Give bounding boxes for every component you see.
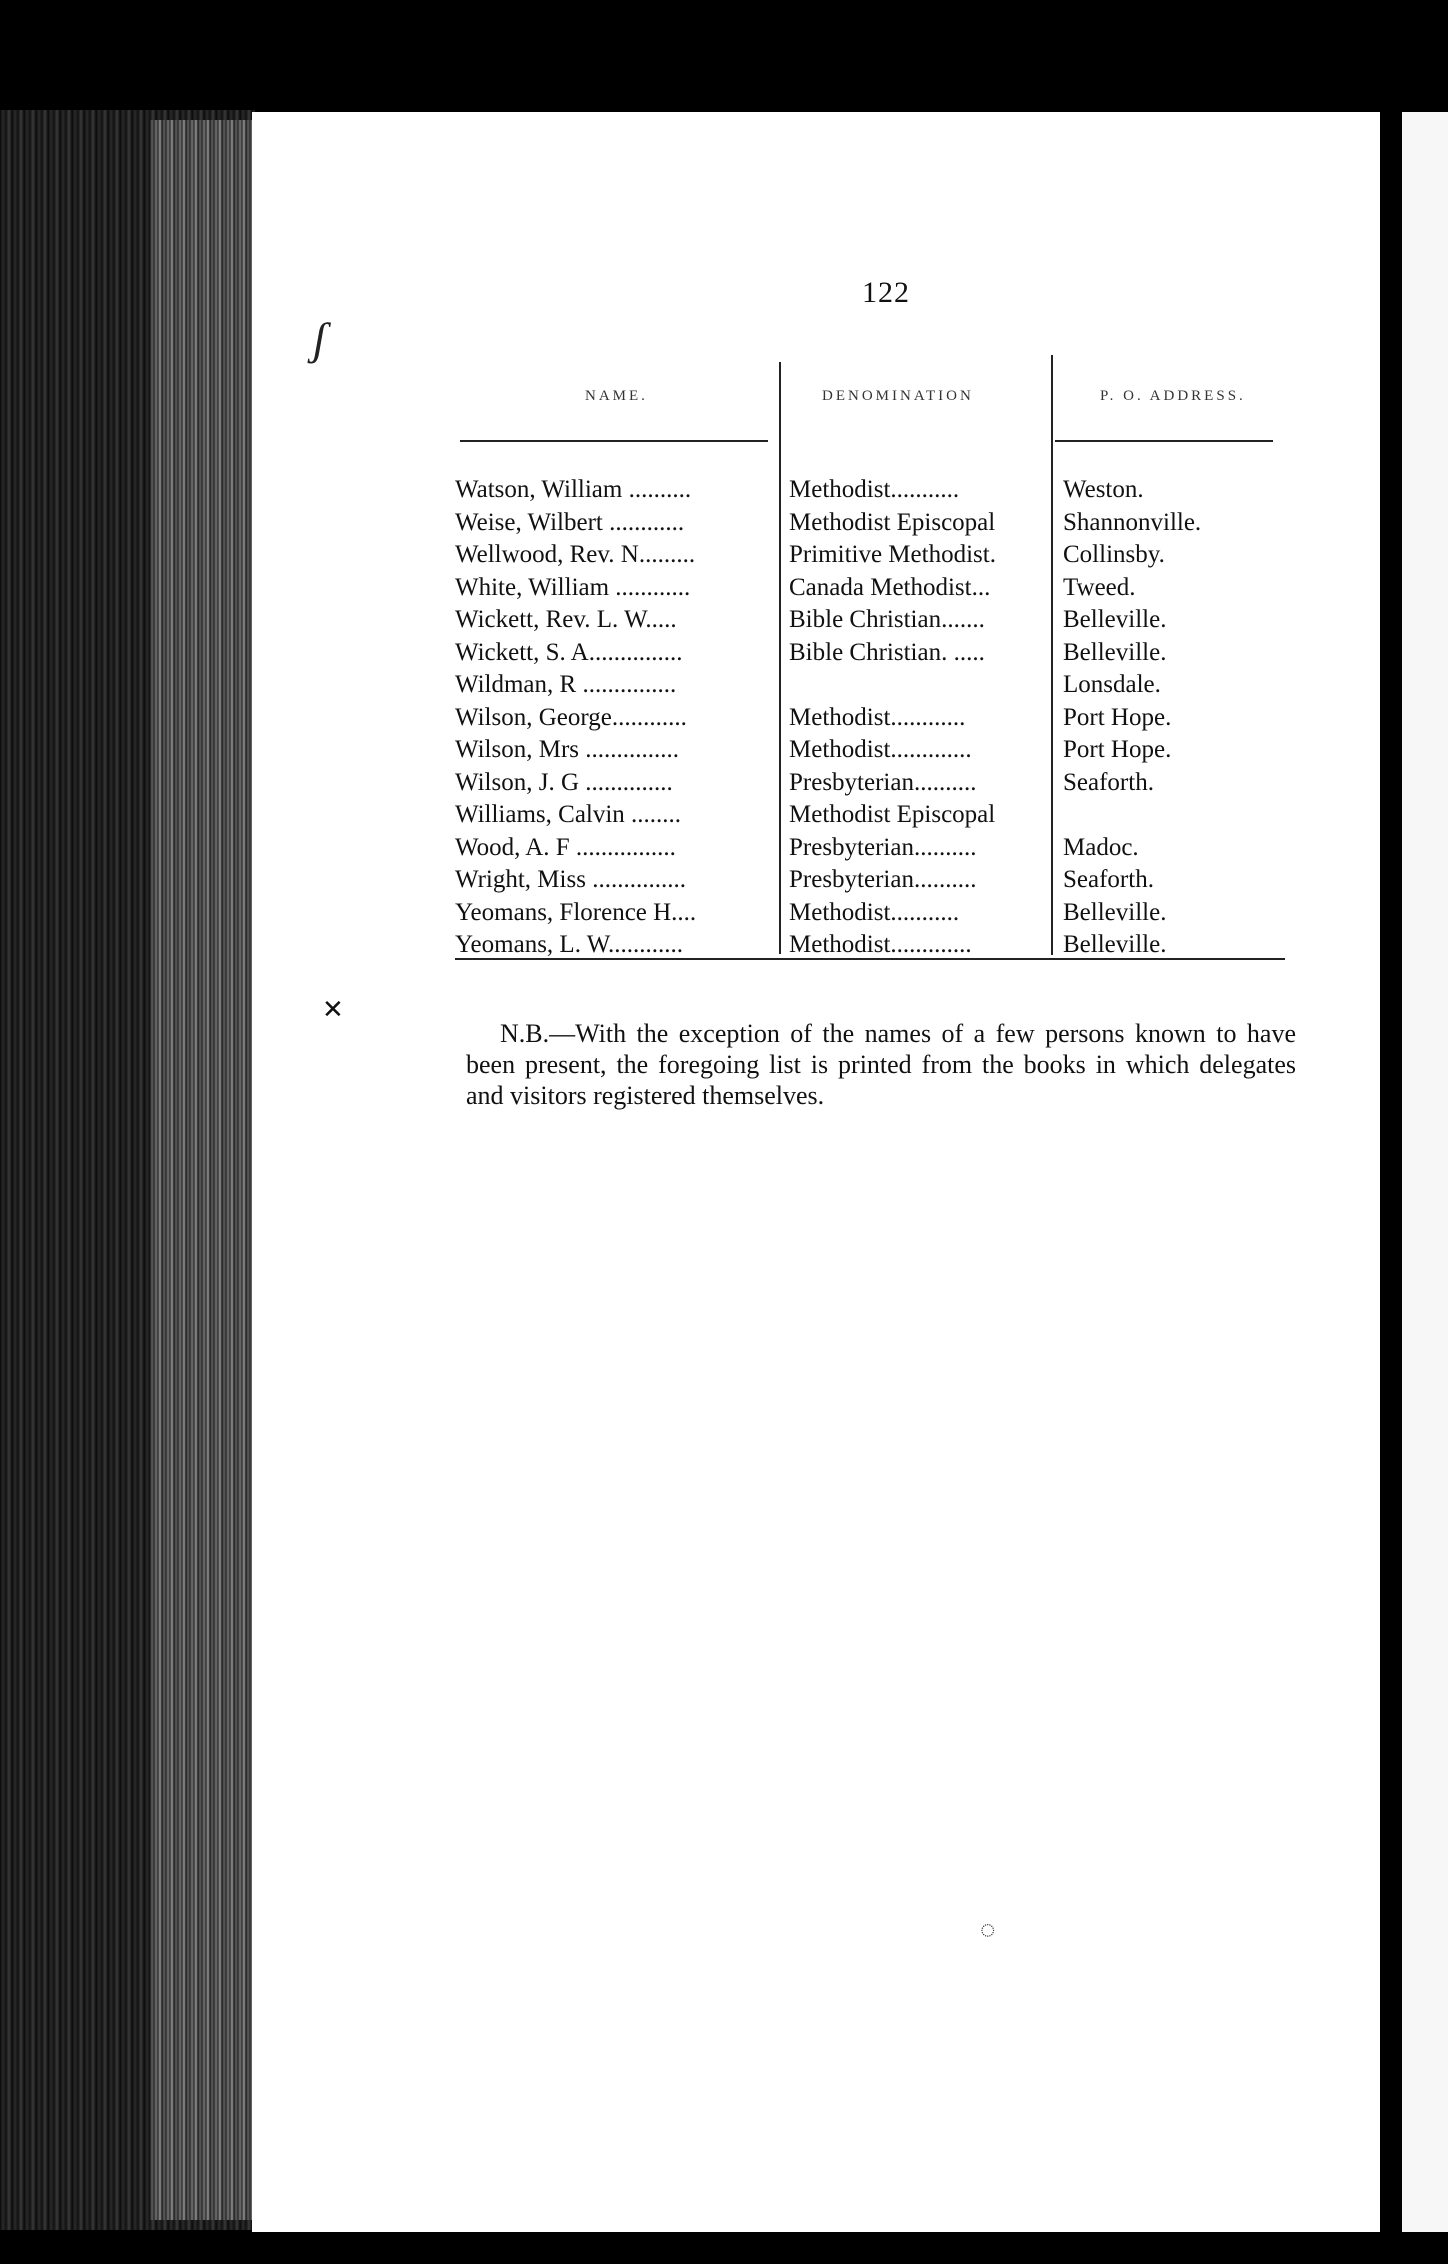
table-row: [455, 702, 1263, 735]
cell-address: Belleville.: [1063, 898, 1167, 926]
table-row: [455, 637, 1263, 670]
table-row: [455, 474, 1263, 507]
cell-denomination: Primitive Methodist.: [789, 541, 996, 568]
cell-name: Wright, Miss ...............: [455, 866, 686, 893]
cell-address: Belleville.: [1063, 606, 1167, 633]
cell-name: Wood, A. F ................: [455, 833, 676, 861]
table-row: [455, 897, 1263, 930]
cell-address: Port Hope.: [1063, 703, 1172, 731]
table-row: [455, 864, 1263, 897]
table-row: [455, 669, 1263, 702]
facing-page-edge: [1402, 112, 1448, 2232]
table-row: [455, 767, 1263, 800]
header-rule-address: [1055, 440, 1273, 442]
cell-name: Weise, Wilbert ............: [455, 508, 685, 536]
table-row: [455, 507, 1263, 540]
cell-name: Watson, William ..........: [455, 476, 692, 503]
cell-denomination: Methodist...........: [789, 476, 960, 503]
cell-denomination: [783, 669, 1059, 702]
cell-address: Seaforth.: [1063, 866, 1154, 893]
cell-denomination: Methodist.............: [789, 736, 972, 763]
pencil-mark: ʃ: [313, 313, 327, 364]
cell-denomination: Presbyterian..........: [789, 768, 977, 796]
cell-name: Yeomans, L. W............: [455, 931, 684, 958]
cell-address: [1059, 799, 1263, 832]
book-page: [252, 112, 1380, 2232]
cell-denomination: Methodist Episcopal: [789, 801, 996, 828]
page-number: 122: [862, 276, 910, 309]
table-row: [455, 929, 1263, 962]
cell-address: Port Hope.: [1063, 736, 1172, 763]
register-table: [455, 474, 1263, 962]
column-header-address: P. O. ADDRESS.: [1100, 388, 1246, 404]
footnote: N.B.—With the exception of the names of a few persons known to have been present, the foregoing list is printed from the books in which delegates and visitors registered themselves.: [466, 1019, 1296, 1110]
cell-name: White, William ............: [455, 573, 691, 601]
cell-address: Belleville.: [1063, 638, 1167, 666]
header-rule-name: [460, 440, 768, 442]
paper-stain: ◌: [980, 1915, 996, 1944]
cell-address: Seaforth.: [1063, 768, 1154, 796]
cell-denomination: Presbyterian..........: [789, 866, 977, 893]
cell-denomination: Methodist.............: [789, 931, 972, 958]
cell-denomination: Bible Christian. .....: [789, 638, 985, 666]
cell-address: Weston.: [1063, 476, 1144, 503]
table-row: [455, 539, 1263, 572]
cell-denomination: Presbyterian..........: [789, 833, 977, 861]
cell-denomination: Methodist............: [789, 703, 966, 731]
cell-denomination: Methodist...........: [789, 898, 960, 926]
page-edges: [150, 120, 255, 2220]
cell-address: Collinsby.: [1063, 541, 1165, 568]
cell-address: Tweed.: [1063, 573, 1136, 601]
cell-address: Shannonville.: [1063, 508, 1202, 536]
cell-address: Madoc.: [1063, 833, 1139, 861]
cell-name: Yeomans, Florence H....: [455, 898, 697, 926]
cell-name: Wilson, J. G ..............: [455, 768, 673, 796]
table-row: [455, 572, 1263, 605]
cell-address: Belleville.: [1063, 931, 1167, 958]
margin-mark: ✕: [322, 995, 344, 1024]
column-header-name: NAME.: [585, 388, 648, 404]
gutter-shadow: [1380, 112, 1402, 2232]
cell-name: Wickett, S. A...............: [455, 638, 683, 666]
cell-name: Wilson, George............: [455, 703, 687, 731]
table-row: [455, 832, 1263, 865]
cell-name: Wilson, Mrs ...............: [455, 736, 679, 763]
cell-address: Lonsdale.: [1063, 671, 1161, 698]
table-row: [455, 604, 1263, 637]
table-row: [455, 799, 1263, 832]
cell-name: Wickett, Rev. L. W.....: [455, 606, 677, 633]
table-row: [455, 734, 1263, 767]
cell-denomination: Bible Christian.......: [789, 606, 985, 633]
cell-denomination: Canada Methodist...: [789, 573, 991, 601]
cell-name: Wellwood, Rev. N.........: [455, 541, 696, 568]
cell-denomination: Methodist Episcopal: [789, 508, 996, 536]
column-header-denomination: DENOMINATION: [822, 388, 974, 404]
cell-name: Wildman, R ...............: [455, 671, 677, 698]
cell-name: Williams, Calvin ........: [455, 801, 682, 828]
